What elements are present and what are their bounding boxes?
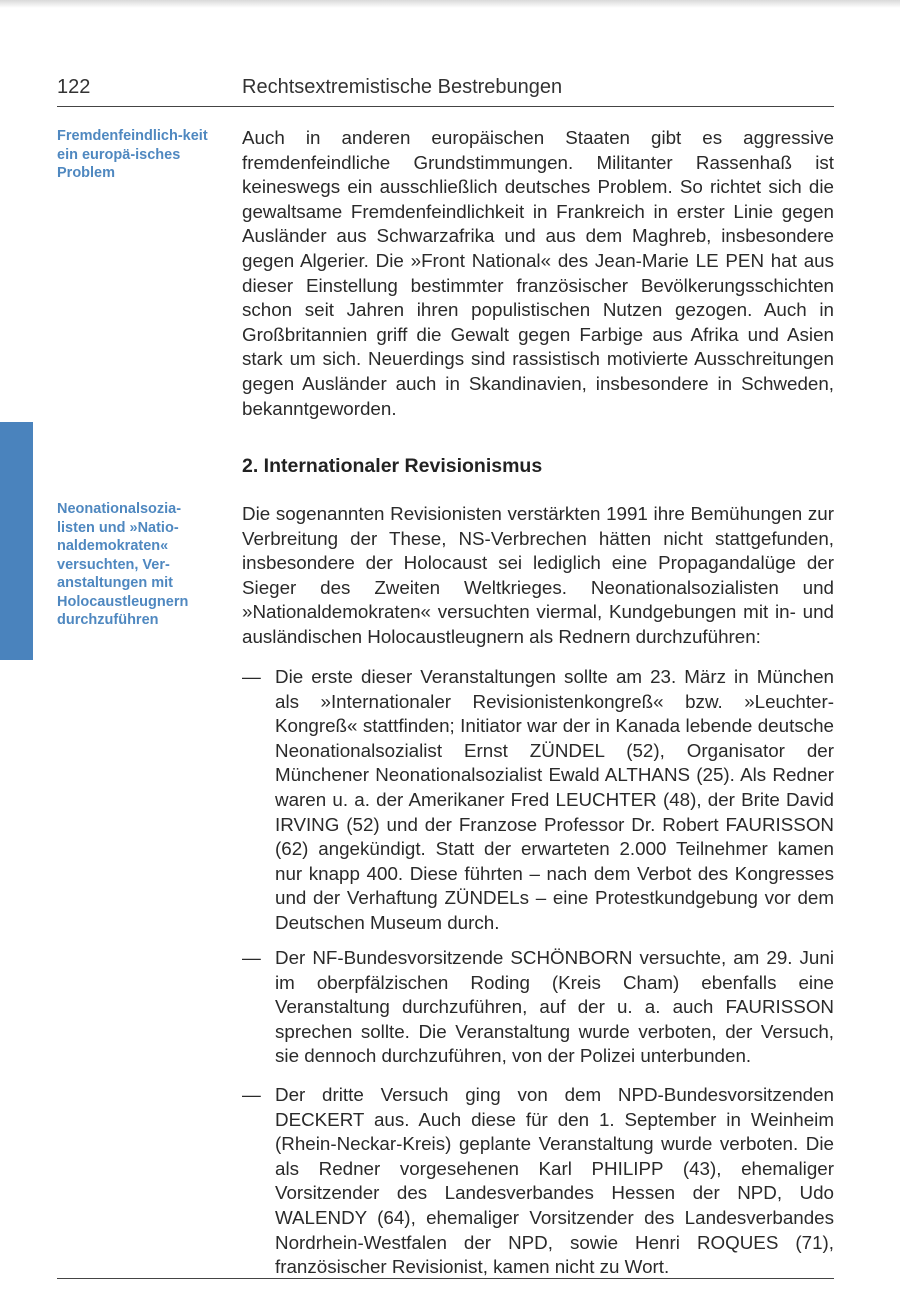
scan-top-shade bbox=[0, 0, 900, 8]
dash-bullet-icon: — bbox=[242, 947, 261, 968]
list-item-text: Die erste dieser Veranstaltungen sollte am 23. März in München als »Internationaler Revisionistenkongreß« bzw. »Leuchter-Kongreß« stattfinden; Initiator war der in Kanada lebende deutsche Neonationalsozialist Ernst ZÜNDEL (52), Organisator der Münchener Neonationalsozialist Ewald ALTHANS (25). Als Redner waren u. a. der Amerikaner Fred LEUCHTER (48), der Brite David IRVING (52) und der Franzose Professor Dr. Robert FAURISSON (62) angekündigt. Statt der erwarteten 2.000 Teilnehmer kamen nur knapp 400. Diese führten – nach dem Verbot des Kongresses und der Verhaftung ZÜNDELs – eine Protestkundgebung vor dem Deutschen Museum durch. bbox=[275, 666, 834, 933]
chapter-edge-marker bbox=[0, 422, 33, 660]
list-item-text: Der dritte Versuch ging von dem NPD-Bundesvorsitzenden DECKERT aus. Auch diese für den 1. September in Weinheim (Rhein-Neckar-Kreis) geplante Veranstaltung wurde verboten. Die als Redner vorgesehenen Karl PHILIPP (43), ehemaliger Vorsitzender des Landesverbandes Hessen der NPD, Udo WALENDY (64), ehemaliger Vorsitzender des Landesverbandes Nordrhein-Westfalen der NPD, sowie Henri ROQUES (71), französischer Revisionist, kamen nicht zu Wort. bbox=[275, 1084, 834, 1278]
running-title: Rechtsextremistische Bestrebungen bbox=[242, 76, 563, 98]
list-item bbox=[242, 1083, 834, 1280]
header-rule bbox=[57, 106, 834, 107]
list-item bbox=[242, 946, 834, 1069]
paragraph-revisionists: Die sogenannten Revisionisten verstärkten 1991 ihre Bemühungen zur Verbreitung der These, NS-Verbrechen hätten nicht stattgefunden, insbesondere der Holocaust sei lediglich eine Propagandalüge der Sieger des Zweiten Weltkrieges. Neonationalsozialisten und »Nationaldemokraten« versuchten viermal, Kundgebungen mit in- und ausländischen Holocaustleugnern als Rednern durchzuführen: bbox=[242, 503, 834, 647]
list-item-text: Der NF-Bundesvorsitzende SCHÖNBORN versuchte, am 29. Juni im oberpfälzischen Roding (Kreis Cham) ebenfalls eine Veranstaltung durchzuführen, auf der u. a. auch FAURISSON sprechen sollte. Die Veranstaltung wurde verboten, der Versuch, sie dennoch durchzuführen, von der Polizei unterbunden. bbox=[275, 947, 834, 1067]
section-heading: 2. Internationaler Revisionismus bbox=[242, 455, 543, 477]
dash-bullet-icon: — bbox=[242, 1084, 261, 1105]
footer-rule bbox=[57, 1278, 834, 1279]
page-number: 122 bbox=[57, 76, 91, 98]
dash-bullet-icon: — bbox=[242, 666, 261, 687]
paragraph-european-xenophobia: Auch in anderen europäischen Staaten gibt es aggressive fremdenfeindliche Grundstimmungen. Militanter Rassenhaß ist keineswegs ein ausschließlich deutsches Problem. So richtet sich die gewaltsame Fremdenfeindlichkeit in Frankreich in erster Linie gegen Ausländer aus Schwarzafrika und aus dem Maghreb, insbesondere gegen Algerier. Die »Front National« des Jean-Marie LE PEN hat aus dieser Einstellung bestimmter französischer Bevölkerungsschichten schon seit Jahren ihren populistischen Nutzen gezogen. Auch in Großbritannien griff die Gewalt gegen Farbige aus Afrika und Asien stark um sich. Neuerdings sind rassistisch motivierte Ausschreitungen gegen Ausländer auch in Skandinavien, insbesondere in Schweden, bekanntgeworden. bbox=[242, 127, 834, 419]
margin-note-revisionist-events: Neonationalsozia-listen und »Natio-naldemokraten« versuchten, Ver-anstaltungen mit Holocaustleugnern durchzuführen bbox=[57, 501, 189, 628]
margin-note-xenophobia: Fremdenfeindlich-keit ein europä-isches Problem bbox=[57, 128, 208, 181]
list-item bbox=[242, 665, 834, 936]
